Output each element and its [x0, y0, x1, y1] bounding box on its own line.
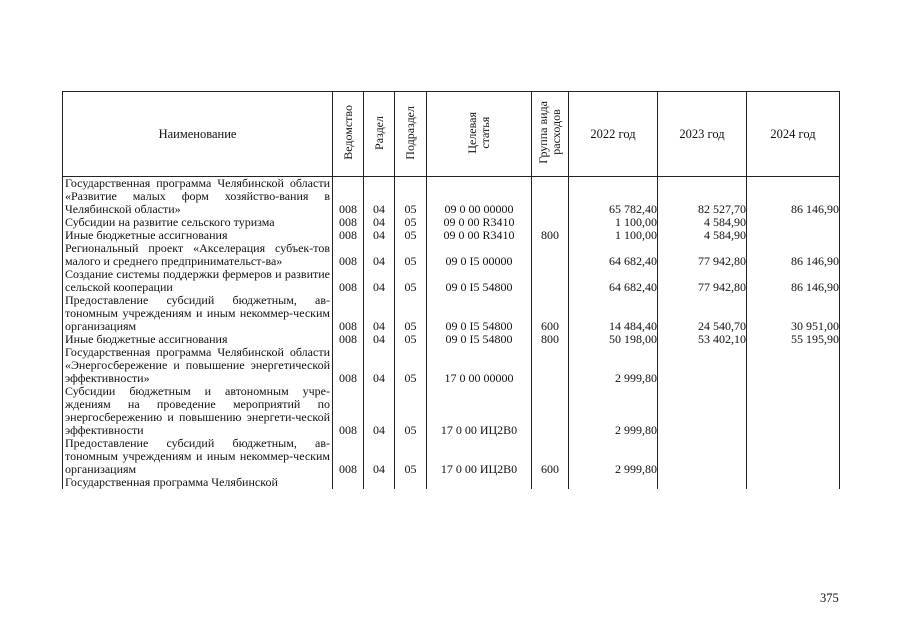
header-podrazdel: [395, 92, 427, 177]
cell-vedomstvo: 008: [333, 437, 364, 476]
cell-2022: 2 999,80: [569, 346, 658, 385]
cell-vedomstvo: 008: [333, 294, 364, 333]
cell-razdel: [364, 476, 395, 489]
header-2024: 2024 год: [747, 92, 840, 177]
cell-group: [532, 242, 569, 268]
cell-2023: [658, 385, 747, 437]
header-vedomstvo: [333, 92, 364, 177]
cell-group: [532, 346, 569, 385]
cell-name: [63, 437, 333, 476]
row-name-text: Государственная программа Челябинской области «Развитие малых форм хозяйство-вания в Челябинской области»: [65, 176, 330, 216]
cell-group: 800: [532, 333, 569, 346]
cell-group: 600: [532, 294, 569, 333]
cell-name: [63, 294, 333, 333]
table-row: [63, 385, 840, 437]
cell-group: [532, 177, 569, 217]
table-row: [63, 476, 840, 489]
header-group: [532, 92, 569, 177]
cell-target: 17 0 00 ИЦ2В0: [427, 385, 532, 437]
table-row: [63, 294, 840, 333]
cell-2023: 77 942,80: [658, 268, 747, 294]
cell-podrazdel: 05: [395, 437, 427, 476]
table-row: [63, 268, 840, 294]
cell-podrazdel: 05: [395, 177, 427, 217]
row-name-text: Государственная программа Челябинской: [65, 476, 278, 489]
cell-group: [532, 268, 569, 294]
header-2023: 2023 год: [658, 92, 747, 177]
cell-2023: [658, 346, 747, 385]
cell-2023: 4 584,90: [658, 229, 747, 242]
header-podrazdel-label: Подраздел: [403, 105, 417, 160]
row-name-text: Иные бюджетные ассигнования: [65, 229, 228, 242]
cell-razdel: 04: [364, 294, 395, 333]
cell-2024: 86 146,90: [747, 242, 840, 268]
cell-name: [63, 229, 333, 242]
table-body: [63, 177, 840, 490]
cell-2024: [747, 385, 840, 437]
cell-target: 09 0 I5 54800: [427, 333, 532, 346]
cell-2024: 30 951,00: [747, 294, 840, 333]
cell-2024: [747, 476, 840, 489]
cell-podrazdel: 05: [395, 242, 427, 268]
cell-vedomstvo: [333, 476, 364, 489]
cell-2024: [747, 437, 840, 476]
cell-2023: 53 402,10: [658, 333, 747, 346]
cell-target: 09 0 00 00000: [427, 177, 532, 217]
cell-2023: 24 540,70: [658, 294, 747, 333]
header-target-label: [466, 112, 492, 154]
cell-target: 09 0 I5 54800: [427, 294, 532, 333]
cell-razdel: 04: [364, 242, 395, 268]
table-row: [63, 229, 840, 242]
cell-name: [63, 333, 333, 346]
header-target-line1: Целевая: [465, 111, 479, 154]
header-target: [427, 92, 532, 177]
cell-vedomstvo: 008: [333, 216, 364, 229]
cell-2023: 4 584,90: [658, 216, 747, 229]
cell-razdel: 04: [364, 177, 395, 217]
cell-2023: [658, 476, 747, 489]
cell-2022: 64 682,40: [569, 242, 658, 268]
cell-2024: [747, 229, 840, 242]
cell-vedomstvo: 008: [333, 333, 364, 346]
header-vedomstvo-label: Ведомство: [340, 105, 355, 160]
row-name-text: Предоставление субсидий бюджетным, ав-тономным учреждениям и иным некоммер-ческим организациям: [65, 437, 330, 476]
table-row: [63, 437, 840, 476]
header-group-line2: расходов: [549, 109, 563, 156]
cell-target: 17 0 00 ИЦ2В0: [427, 437, 532, 476]
cell-target: 09 0 I5 00000: [427, 242, 532, 268]
cell-razdel: 04: [364, 437, 395, 476]
row-name-text: Создание системы поддержки фермеров и развитие сельской кооперации: [65, 268, 330, 294]
cell-group: 800: [532, 229, 569, 242]
table-row: [63, 242, 840, 268]
table-row: [63, 346, 840, 385]
cell-vedomstvo: 008: [333, 346, 364, 385]
cell-target: 17 0 00 00000: [427, 346, 532, 385]
header-2022: 2022 год: [569, 92, 658, 177]
cell-2024: 86 146,90: [747, 177, 840, 217]
cell-podrazdel: 05: [395, 385, 427, 437]
cell-2022: 2 999,80: [569, 437, 658, 476]
page-number: 375: [820, 591, 839, 605]
cell-target: [427, 476, 532, 489]
cell-razdel: 04: [364, 333, 395, 346]
cell-name: [63, 177, 333, 217]
cell-2024: 86 146,90: [747, 268, 840, 294]
cell-name: [63, 385, 333, 437]
cell-2024: 55 195,90: [747, 333, 840, 346]
cell-2022: 14 484,40: [569, 294, 658, 333]
cell-razdel: 04: [364, 268, 395, 294]
cell-vedomstvo: 008: [333, 242, 364, 268]
cell-2022: 64 682,40: [569, 268, 658, 294]
cell-target: 09 0 00 R3410: [427, 216, 532, 229]
header-group-line1: Группа вида: [536, 101, 550, 164]
row-name-text: Региональный проект «Акселерация субъек-тов малого и среднего предпринимательст-ва»: [65, 242, 330, 268]
table-row: [63, 177, 840, 217]
cell-2023: 82 527,70: [658, 177, 747, 217]
table-row: [63, 333, 840, 346]
cell-2022: 1 100,00: [569, 216, 658, 229]
row-name-text: Субсидии бюджетным и автономным учре-ждениям на проведение мероприятий по энергосбережению и повышению энергети-ческой эффективности: [65, 385, 330, 437]
cell-podrazdel: 05: [395, 229, 427, 242]
row-name-text: Субсидии на развитие сельского туризма: [65, 216, 275, 229]
cell-2022: 65 782,40: [569, 177, 658, 217]
header-target-line2: статья: [478, 116, 492, 149]
cell-vedomstvo: 008: [333, 385, 364, 437]
cell-podrazdel: [395, 476, 427, 489]
cell-razdel: 04: [364, 216, 395, 229]
cell-podrazdel: 05: [395, 216, 427, 229]
row-name-text: Государственная программа Челябинской области «Энергосбережение и повышение энергетической эффективности»: [65, 346, 330, 385]
header-group-label: [537, 101, 563, 164]
cell-2023: [658, 437, 747, 476]
header-name: Наименование: [63, 92, 333, 177]
cell-razdel: 04: [364, 229, 395, 242]
cell-razdel: 04: [364, 346, 395, 385]
cell-2023: 77 942,80: [658, 242, 747, 268]
cell-target: 09 0 00 R3410: [427, 229, 532, 242]
cell-2024: [747, 216, 840, 229]
cell-2022: [569, 476, 658, 489]
cell-vedomstvo: 008: [333, 268, 364, 294]
cell-target: 09 0 I5 54800: [427, 268, 532, 294]
cell-group: [532, 385, 569, 437]
cell-razdel: 04: [364, 385, 395, 437]
row-name-text: Предоставление субсидий бюджетным, ав-тономным учреждениям и иным некоммер-ческим организациям: [65, 294, 330, 333]
cell-name: [63, 268, 333, 294]
cell-2022: 1 100,00: [569, 229, 658, 242]
cell-podrazdel: 05: [395, 333, 427, 346]
cell-name: [63, 216, 333, 229]
cell-name: [63, 242, 333, 268]
cell-2022: 50 198,00: [569, 333, 658, 346]
header-razdel: [364, 92, 395, 177]
header-razdel-label: Раздел: [371, 115, 386, 150]
cell-podrazdel: 05: [395, 346, 427, 385]
cell-podrazdel: 05: [395, 294, 427, 333]
table-row: [63, 216, 840, 229]
cell-2024: [747, 346, 840, 385]
cell-name: [63, 476, 333, 489]
budget-table: [62, 91, 840, 489]
cell-group: [532, 476, 569, 489]
cell-podrazdel: 05: [395, 268, 427, 294]
cell-group: [532, 216, 569, 229]
row-name-text: Иные бюджетные ассигнования: [65, 333, 228, 346]
cell-2022: 2 999,80: [569, 385, 658, 437]
table-header-row: [63, 92, 840, 177]
cell-vedomstvo: 008: [333, 229, 364, 242]
cell-group: 600: [532, 437, 569, 476]
cell-name: [63, 346, 333, 385]
cell-vedomstvo: 008: [333, 177, 364, 217]
